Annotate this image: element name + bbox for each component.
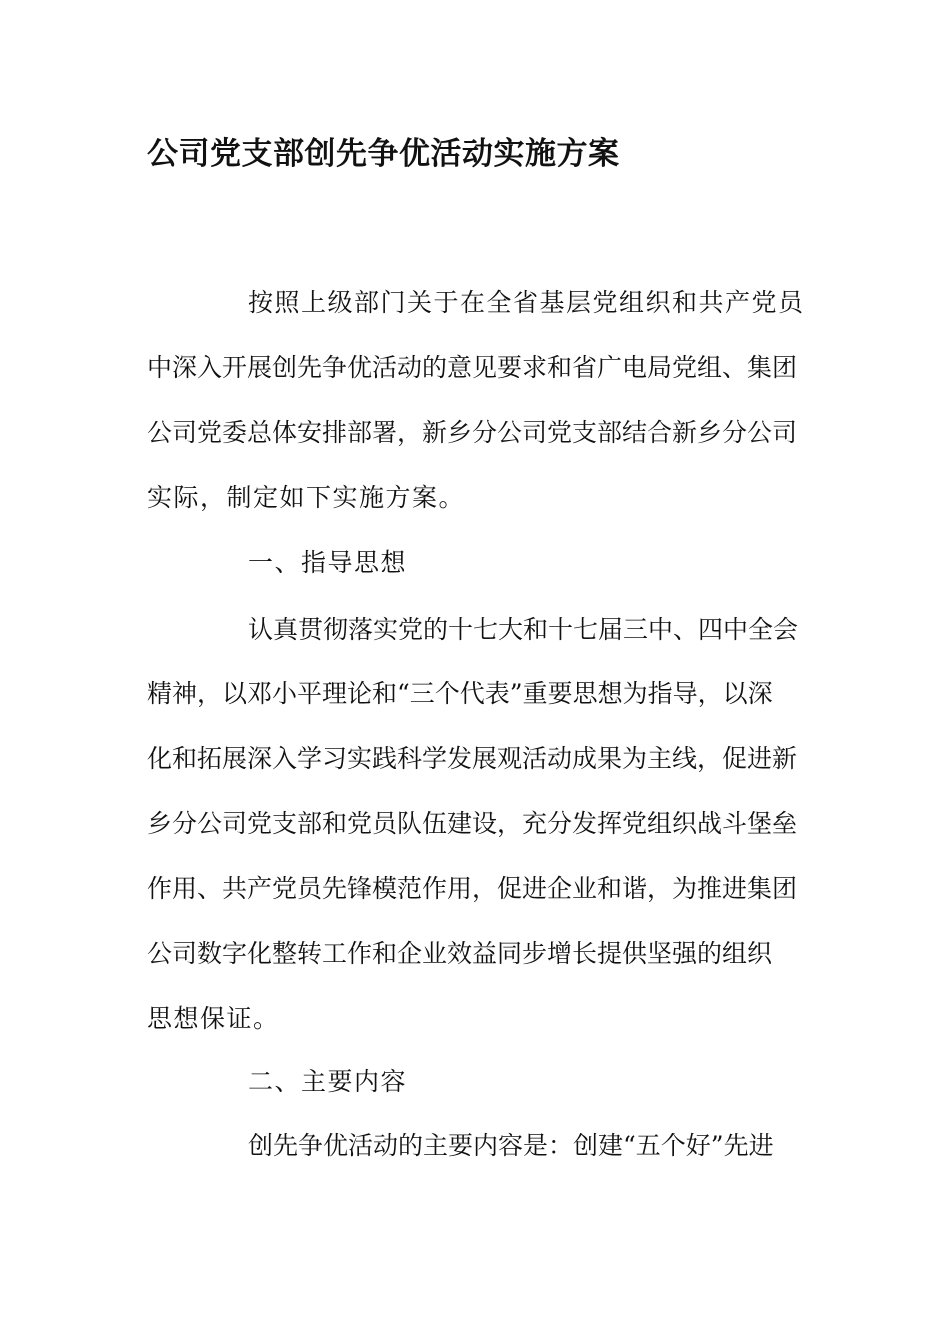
paragraph-line: 认真贯彻落实党的十七大和十七届三中、四中全会 bbox=[248, 615, 799, 644]
paragraph-line: 精神，以邓小平理论和“三个代表”重要思想为指导，以深 bbox=[147, 679, 773, 708]
paragraph-line: 创先争优活动的主要内容是：创建“五个好”先进 bbox=[248, 1131, 774, 1160]
paragraph-line: 公司党委总体安排部署，新乡分公司党支部结合新乡分公司 bbox=[147, 418, 798, 447]
section-heading: 一、指导思想 bbox=[248, 548, 408, 577]
paragraph-line: 乡分公司党支部和党员队伍建设，充分发挥党组织战斗堡垒 bbox=[147, 809, 798, 838]
paragraph-line: 按照上级部门关于在全省基层党组织和共产党员 bbox=[248, 288, 805, 317]
section-heading: 二、主要内容 bbox=[248, 1067, 408, 1096]
paragraph-line: 作用、共产党员先锋模范作用，促进企业和谐，为推进集团 bbox=[147, 874, 798, 903]
paragraph-line: 实际，制定如下实施方案。 bbox=[147, 483, 466, 512]
paragraph-line: 思想保证。 bbox=[147, 1004, 280, 1033]
paragraph-line: 化和拓展深入学习实践科学发展观活动成果为主线，促进新 bbox=[147, 744, 798, 773]
paragraph-line: 公司数字化整转工作和企业效益同步增长提供坚强的组织 bbox=[147, 939, 773, 968]
document-title: 公司党支部创先争优活动实施方案 bbox=[147, 136, 620, 172]
paragraph-line: 中深入开展创先争优活动的意见要求和省广电局党组、集团 bbox=[147, 353, 798, 382]
